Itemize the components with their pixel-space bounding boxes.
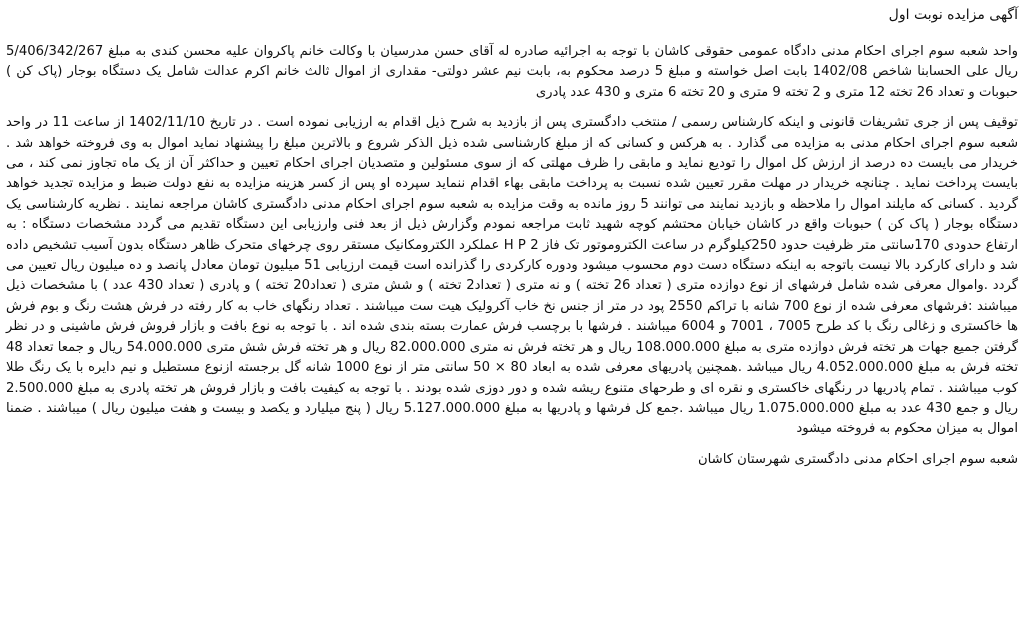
notice-intro-paragraph: واحد شعبه سوم اجرای احکام مدنی دادگاه عمومی حقوقی کاشان با توجه به اجرائیه صادره له آقای حسن مدرسیان با وکالت خانم پاکروان علیه محسن کندی به مبلغ 5/406/342/267 ریال علی الحسابنا شاخص 1402/08 بابت اصل خواسته و مبلغ 5 درصد محکوم به، بابت نیم عشر دولتی- مقداری از اموال ثالث خانم اکرم عدالت شامل یک دستگاه بوجار (پاک کن ) حبوبات و تعداد 26 تخته 12 متری و 2 تخته 9 متری و 20 تخته 6 متری و 430 عدد پادری (6, 44, 1019, 100)
notice-body-paragraph: توقیف پس از جری تشریفات قانونی و اینکه کارشناس رسمی / منتخب دادگستری پس از بازدید به شرح ذیل اقدام به ارزیابی نموده است . در تاریخ 1402/11/10 از ساعت 11 در واحد شعبه سوم اجرای احکام مدنی به مزایده می گذارد . به هرکس و کسانی که از مبلغ کارشناسی شده ذیل الذکر شروع و بالاترین مبلغ را پیشنهاد نماید اموال به وی فروخته خواهد شد . خریدار می بایست ده درصد از ارزش کل اموال را تودیع نماید و مابقی را ظرف مهلتی که از سوی مسئولین و متصدیان اجرای احکام تعیین و حداکثر آن از یک ماه تجاوز نمی کند ، می بایست پرداخت نماید . چنانچه خریدار در مهلت مقرر تعیین شده نسبت به پرداخت مابقی بهاء اقدام ننماید سپرده او پس از کسر هزینه مزایده به نفع دولت ضبط و مزایده تجدید خواهد گردید . کسانی که مایلند اموال را ملاحظه و بازدید نمایند می توانند 5 روز مانده به وقت مزایده به شعبه سوم اجرای احکام مدنی دادگستری کاشان مراجعه نمایند . نظریه کارشناسی یک دستگاه بوجار ( پاک کن ) حبوبات واقع در کاشان خیابان محتشم کوچه شهید ثابت مراجعه نمودم وگزارش ذیل از بعد فنی وارزیابی این دستگاه تقدیم می گردد مشخصات دستگاه : به ارتفاع حدودی 170سانتی متر ظرفیت حدود 250کیلوگرم در ساعت الکتروموتور تک فاز 2 H P عملکرد الکترومکانیک مستقر روی چرخهای متحرک ظاهر دستگاه بدون آسیب تشخیص داده شد و دارای کارکرد بالا نیست باتوجه به اینکه دستگاه دست دوم محسوب میشود ودوره کارکردی را گذرانده است قیمت ارزیابی 51 میلیون تومان معادل پانصد و ده میلیون ریال تعیین می گردد .واموال معرفی شده شامل فرشهای از نوع دوازده متری ( تعداد 26 تخته ) و نه متری ( تعداد2 تخته ) و شش متری ( تعداد20 تخته ) و پادری ( تعداد 430 عدد ) با مشخصات ذیل میباشند :فرشهای معرفی شده از نوع 700 شانه با تراکم 2550 پود در متر از جنس نخ خاب آکرولیک هیت ست میباشند . تعداد رنگهای خاب به کار رفته در فرش هشت رنگ و بوم فرش ها خاکستری و زغالی رنگ با کد طرح 7005 ، 7001 و 6004 میباشند . فرشها با برچسب فرش عمارت بسته بندی شده اند . با توجه به نوع بافت و بازار فروش فرش ماشینی و در نظر گرفتن جمیع جهات هر تخته فرش دوازده متری به مبلغ 108.000.000 ریال و هر تخته فرش نه متری 82.000.000 ریال و هر تخته فرش شش متری 54.000.000 ریال و جمعا تعداد 48 تخته فرش به مبلغ 4.052.000.000 ریال میباشد .همچنین پادریهای معرفی شده به ابعاد 80 × 50 سانتی متر از نوع 1000 شانه گل برجسته ازنوع مستطیل و نیم دایره با یک رنگ طلا کوب میباشند . تمام پادریها در رنگهای خاکستری و نقره ای و طرحهای متنوع ریشه شده و دور دوزی شده بودند . با توجه به کیفیت بافت و بازار فروش هر تخته پادری به مبلغ 2.500.000 ریال و جمع 430 عدد به مبلغ 1.075.000.000 ریال میباشد .جمع کل فرشها و پادریها به مبلغ 5.127.000.000 ریال ( پنج میلیارد و یکصد و بیست و هفت میلیون ریال ) میباشند . ضمنا اموال به میزان محکوم به فروخته میشود (6, 115, 1019, 437)
auction-notice (6, 4, 1018, 470)
notice-title: آگهی مزایده نوبت اول (888, 7, 1018, 23)
notice-signature: شعبه سوم اجرای احکام مدنی دادگستری شهرستان کاشان (697, 451, 1018, 467)
